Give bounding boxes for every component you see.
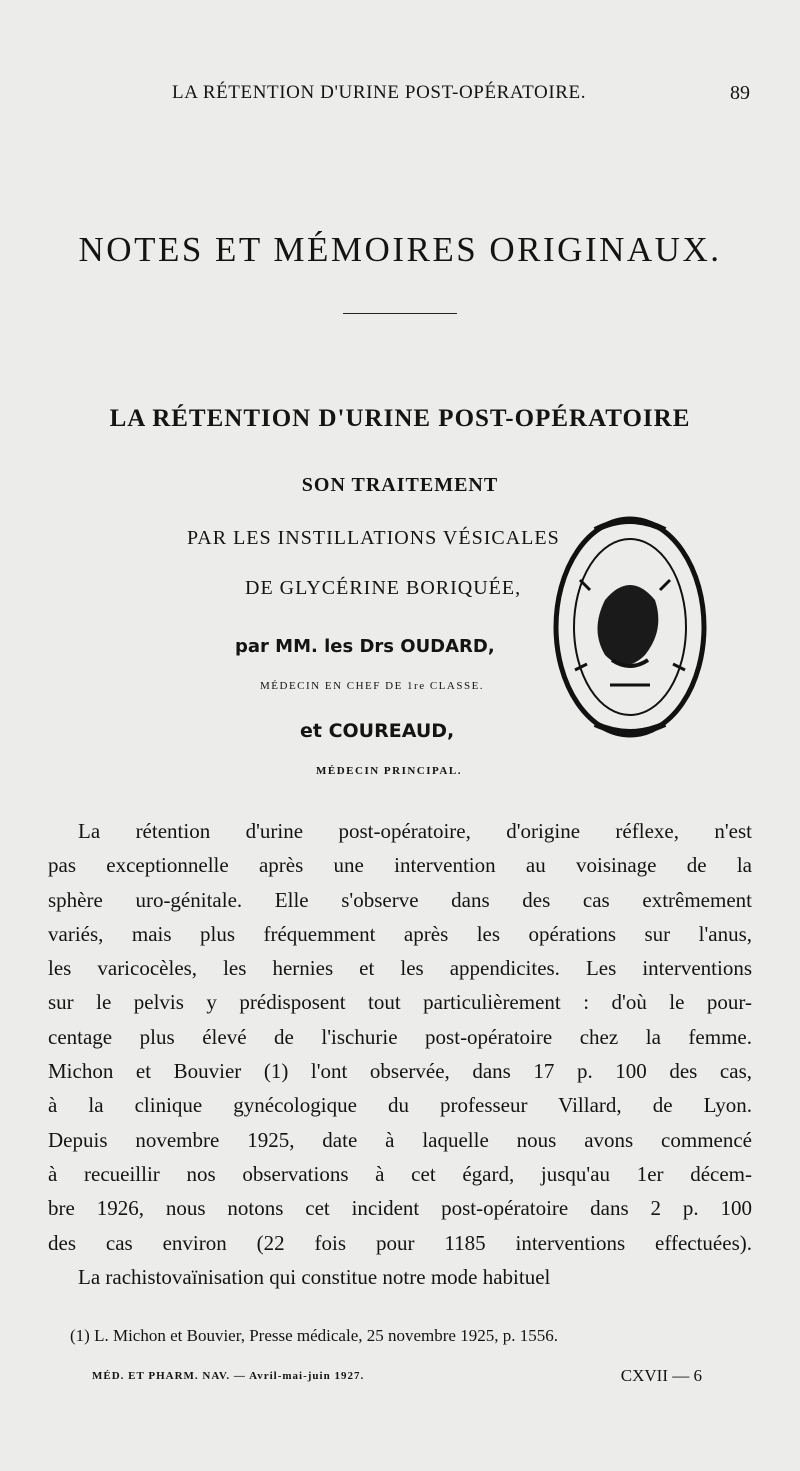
body-line: sphère uro-génitale. Elle s'observe dans des cas extrêmement [48, 887, 752, 912]
signature-mark: CXVII — 6 [620, 1366, 702, 1385]
body-line: les varicocèles, les hernies et les appendicites. Les interventions [48, 956, 752, 981]
article-subtitle-3: DE GLYCÉRINE BORIQUÉE, [245, 577, 522, 599]
body-line: à recueillir nos observations à cet égard, jusqu'au 1er décem- [48, 1161, 752, 1186]
authors-line-2: et COUREAUD, [300, 720, 455, 742]
body-line: des cas environ (22 fois pour 1185 interventions effectuées). [48, 1230, 752, 1255]
running-head-title: LA RÉTENTION D'URINE POST-OPÉRATOIRE. [172, 82, 587, 103]
running-head [0, 82, 800, 110]
body-line: pas exceptionnelle après une intervention au voisinage de la [48, 853, 752, 878]
author-2-rank: MÉDECIN PRINCIPAL. [316, 765, 462, 777]
body-line: Depuis novembre 1925, date à laquelle nous avons commencé [48, 1127, 752, 1152]
body-line: variés, mais plus fréquemment après les opérations sur l'anus, [48, 921, 752, 946]
article-body [48, 814, 752, 1294]
section-title: NOTES ET MÉMOIRES ORIGINAUX. [78, 230, 722, 269]
divider-rule [343, 313, 457, 314]
journal-reference: MÉD. ET PHARM. NAV. — Avril-mai-juin 1927. [92, 1370, 365, 1382]
library-stamp-icon [550, 510, 710, 745]
body-line: sur le pelvis y prédisposent tout particulièrement : d'où le pour- [48, 990, 752, 1015]
footnote: (1) L. Michon et Bouvier, Presse médicale, 25 novembre 1925, p. 1556. [70, 1326, 558, 1345]
article-title: LA RÉTENTION D'URINE POST-OPÉRATOIRE [109, 405, 691, 432]
body-line: Michon et Bouvier (1) l'ont observée, dans 17 p. 100 des cas, [48, 1059, 752, 1084]
author-1-rank: MÉDECIN EN CHEF DE 1re CLASSE. [260, 680, 485, 692]
body-line: La rétention d'urine post-opératoire, d'origine réflexe, n'est [78, 819, 752, 843]
article-subtitle-1: SON TRAITEMENT [301, 474, 499, 496]
body-line: centage plus élevé de l'ischurie post-opératoire chez la femme. [48, 1024, 752, 1049]
page-footer [92, 1366, 702, 1384]
page-number: 89 [730, 82, 750, 104]
body-line: bre 1926, nous notons cet incident post-opératoire dans 2 p. 100 [48, 1196, 752, 1221]
article-subtitle-2: PAR LES INSTILLATIONS VÉSICALES [187, 527, 560, 549]
authors-line-1: par MM. les Drs OUDARD, [235, 636, 495, 657]
body-line: à la clinique gynécologique du professeur Villard, de Lyon. [48, 1093, 752, 1118]
body-line: La rachistovaïnisation qui constitue notre mode habituel [78, 1264, 551, 1289]
